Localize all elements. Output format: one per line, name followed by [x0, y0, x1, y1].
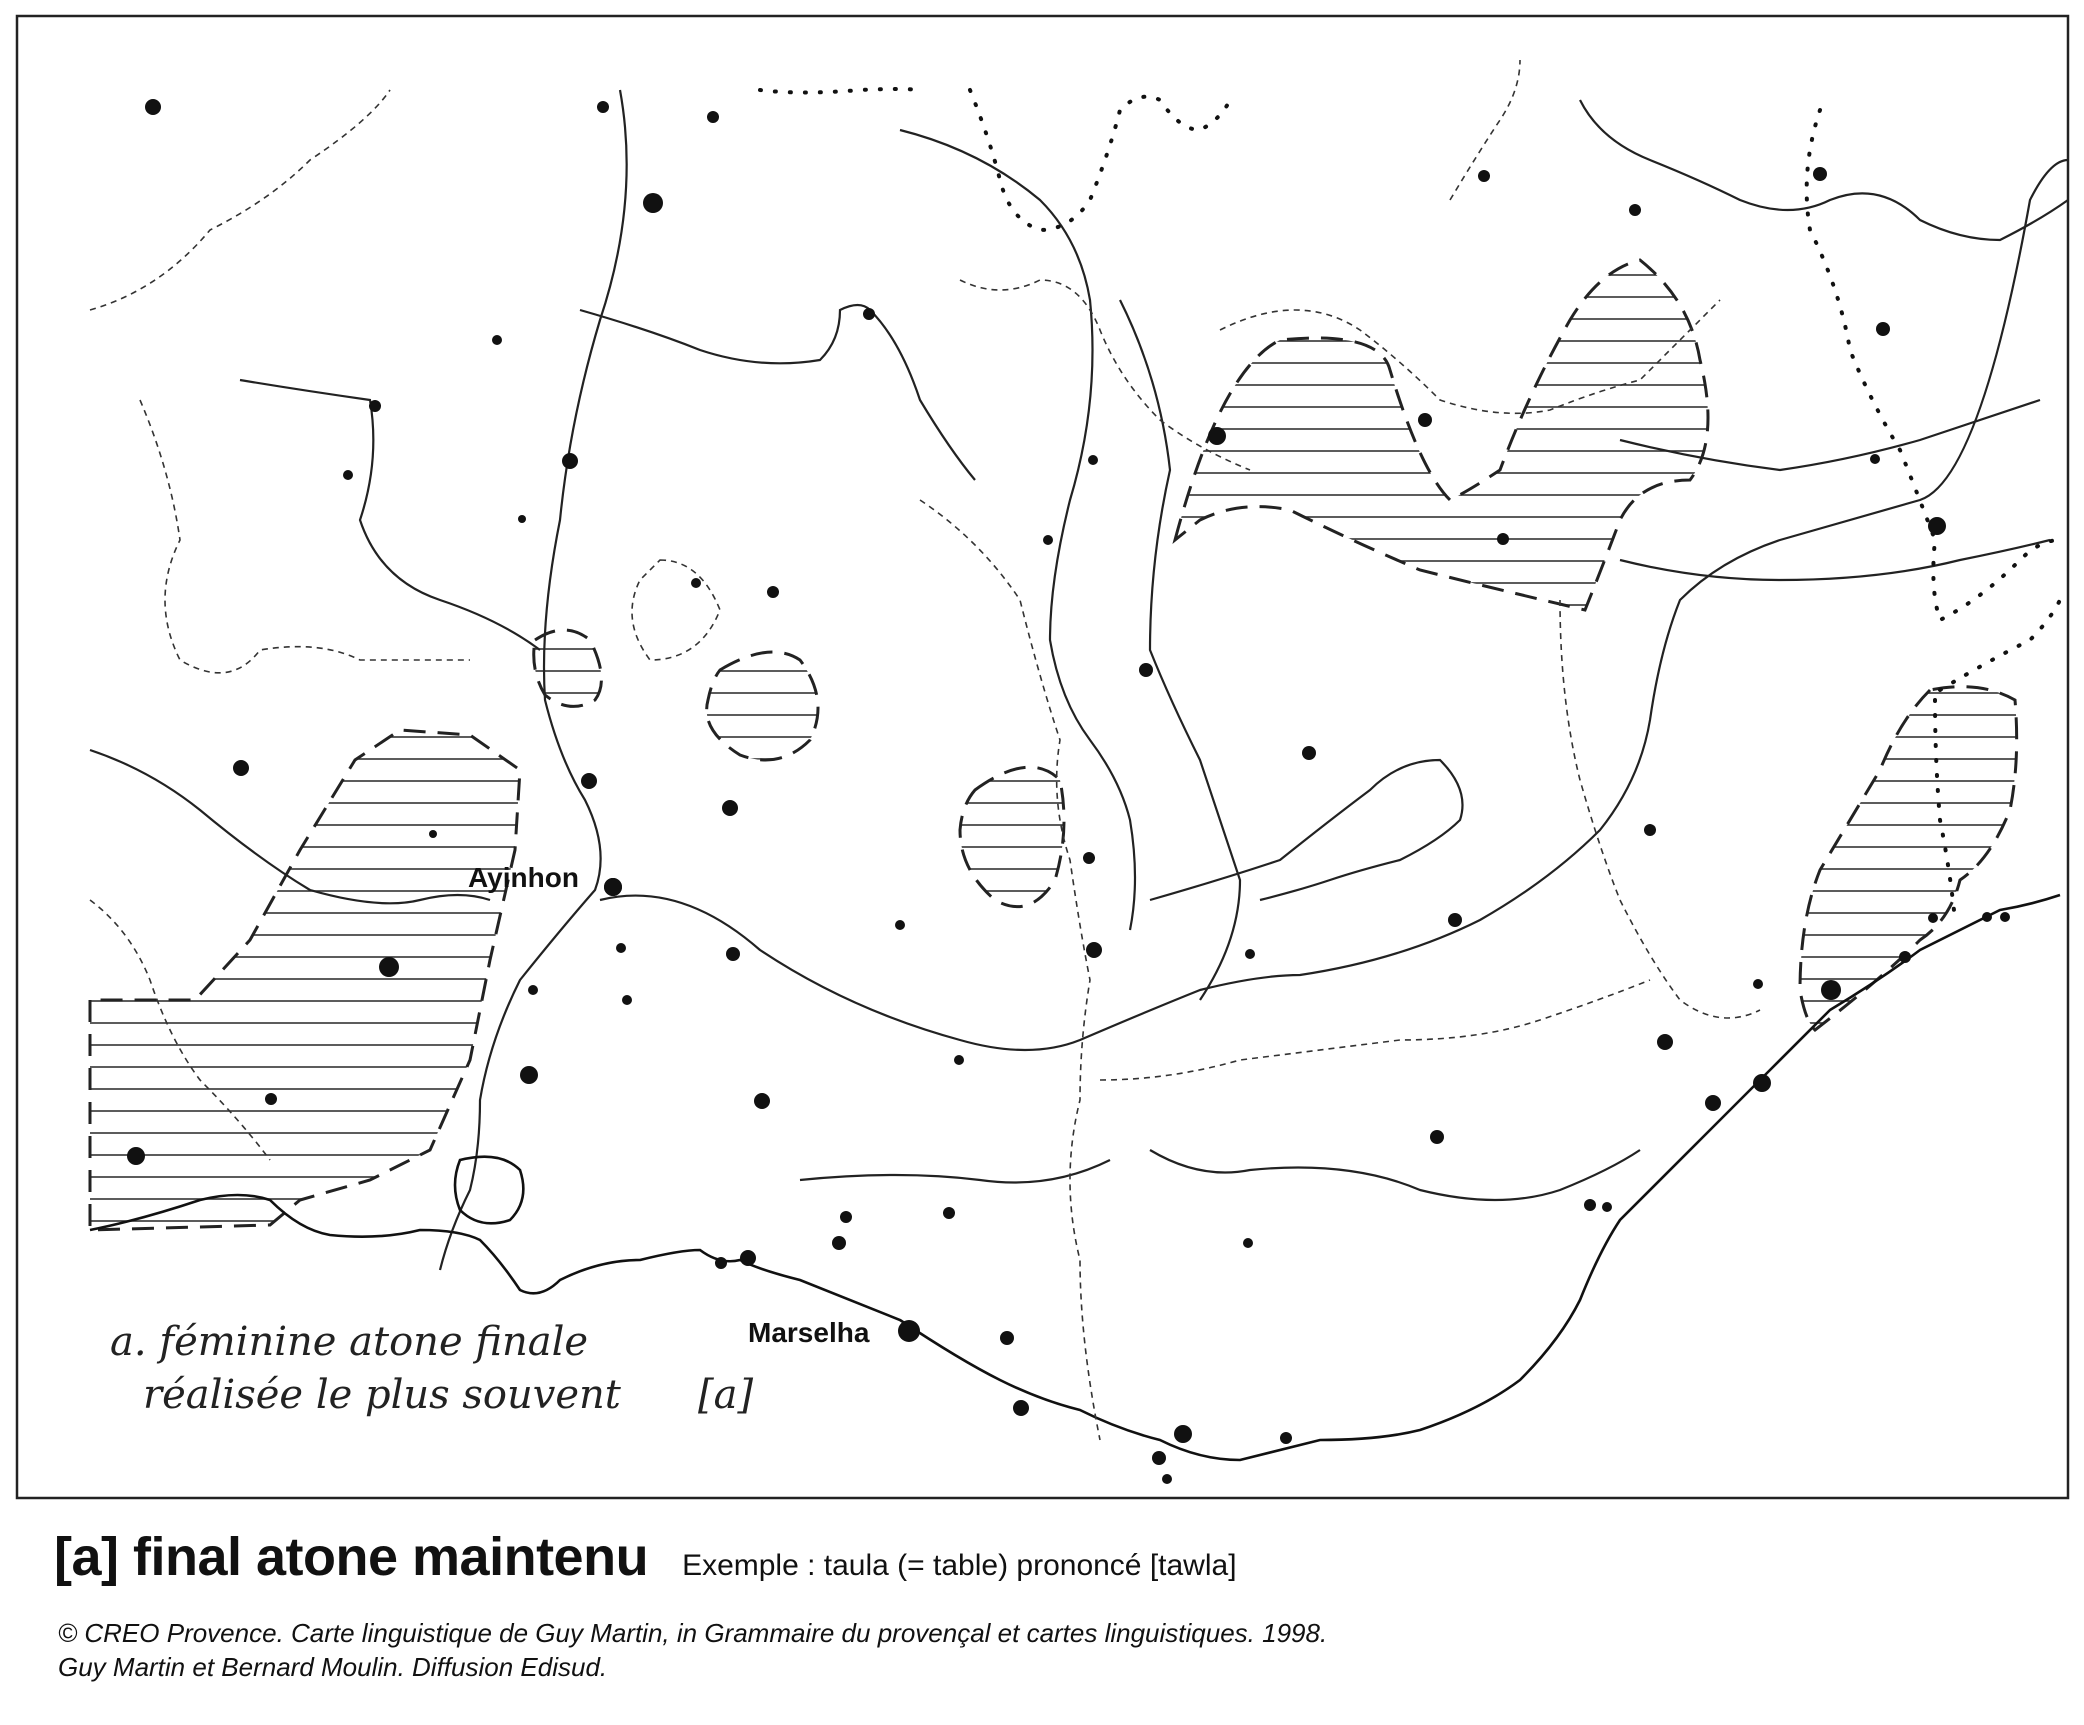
locality-dot [722, 800, 738, 816]
locality-dot [1302, 746, 1316, 760]
locality-dot [1162, 1474, 1172, 1484]
credit-line-1: © CREO Provence. Carte linguistique de Guy Martin, in Grammaire du provençal et cartes linguistiques. 1998. [58, 1618, 1328, 1648]
locality-dot [863, 308, 875, 320]
city-dot-marselha [898, 1320, 920, 1342]
locality-dot [1174, 1425, 1192, 1443]
locality-dot [767, 586, 779, 598]
caption-title-row [54, 1526, 1237, 1588]
locality-dot [740, 1250, 756, 1266]
locality-dot [1928, 517, 1946, 535]
locality-dot [1083, 852, 1095, 864]
credit-block [58, 1616, 1327, 1684]
locality-dot [1152, 1451, 1166, 1465]
legend-line-1: a. féminine atone finale [110, 1319, 589, 1365]
locality-dot [1657, 1034, 1673, 1050]
locality-dot [832, 1236, 846, 1250]
locality-dot [1088, 455, 1098, 465]
locality-dot [265, 1093, 277, 1105]
locality-dot [1243, 1238, 1253, 1248]
locality-dot [1753, 979, 1763, 989]
locality-dot [597, 101, 609, 113]
city-dot-ayinhon [604, 878, 622, 896]
locality-dot [1086, 942, 1102, 958]
locality-dot [1753, 1074, 1771, 1092]
locality-dot [691, 578, 701, 588]
city-label-ayinhon: Ayinhon [468, 862, 579, 893]
locality-dot [1280, 1432, 1292, 1444]
credit-line-2: Guy Martin et Bernard Moulin. Diffusion Edisud. [58, 1652, 608, 1682]
locality-dot [1899, 951, 1911, 963]
locality-dot [518, 515, 526, 523]
legend-line-2: réalisée le plus souvent [143, 1372, 621, 1418]
locality-dot [1043, 535, 1053, 545]
locality-dot [1000, 1331, 1014, 1345]
locality-dot [1813, 167, 1827, 181]
locality-dot [616, 943, 626, 953]
locality-dot [562, 453, 578, 469]
locality-dot [1584, 1199, 1596, 1211]
city-label-marselha: Marselha [748, 1317, 870, 1348]
locality-dot [943, 1207, 955, 1219]
locality-dot [233, 760, 249, 776]
locality-dot [1644, 824, 1656, 836]
locality-dot [127, 1147, 145, 1165]
locality-dot [840, 1211, 852, 1223]
locality-dot [528, 985, 538, 995]
locality-dot [581, 773, 597, 789]
locality-dot [1430, 1130, 1444, 1144]
locality-dot [1448, 913, 1462, 927]
locality-dot [1208, 427, 1226, 445]
locality-dot [369, 400, 381, 412]
locality-dot [429, 830, 437, 838]
locality-dot [1478, 170, 1490, 182]
locality-dot [954, 1055, 964, 1065]
map-title: [a] final atone maintenu [54, 1527, 649, 1587]
map-border [17, 16, 2068, 1498]
locality-dot [1245, 949, 1255, 959]
locality-dot [1013, 1400, 1029, 1416]
locality-dot [715, 1257, 727, 1269]
locality-dot [1982, 912, 1992, 922]
locality-dot [643, 193, 663, 213]
locality-dot [1602, 1202, 1612, 1212]
locality-dot [1139, 663, 1153, 677]
locality-dot [754, 1093, 770, 1109]
locality-dot [520, 1066, 538, 1084]
locality-dot [622, 995, 632, 1005]
locality-dot [2000, 912, 2010, 922]
locality-dot [1705, 1095, 1721, 1111]
locality-dot [1418, 413, 1432, 427]
locality-dot [1497, 533, 1509, 545]
locality-dot [1870, 454, 1880, 464]
locality-dot [707, 111, 719, 123]
locality-dot [1928, 913, 1938, 923]
locality-dot [1821, 980, 1841, 1000]
locality-dot [343, 470, 353, 480]
locality-dot [726, 947, 740, 961]
locality-dot [1876, 322, 1890, 336]
example-text: Exemple : taula (= table) prononcé [tawla] [682, 1549, 1237, 1582]
locality-dot [379, 957, 399, 977]
locality-dot [1629, 204, 1641, 216]
locality-dot [145, 99, 161, 115]
locality-dot [895, 920, 905, 930]
locality-dot [492, 335, 502, 345]
legend-symbol: [a] [698, 1372, 754, 1418]
